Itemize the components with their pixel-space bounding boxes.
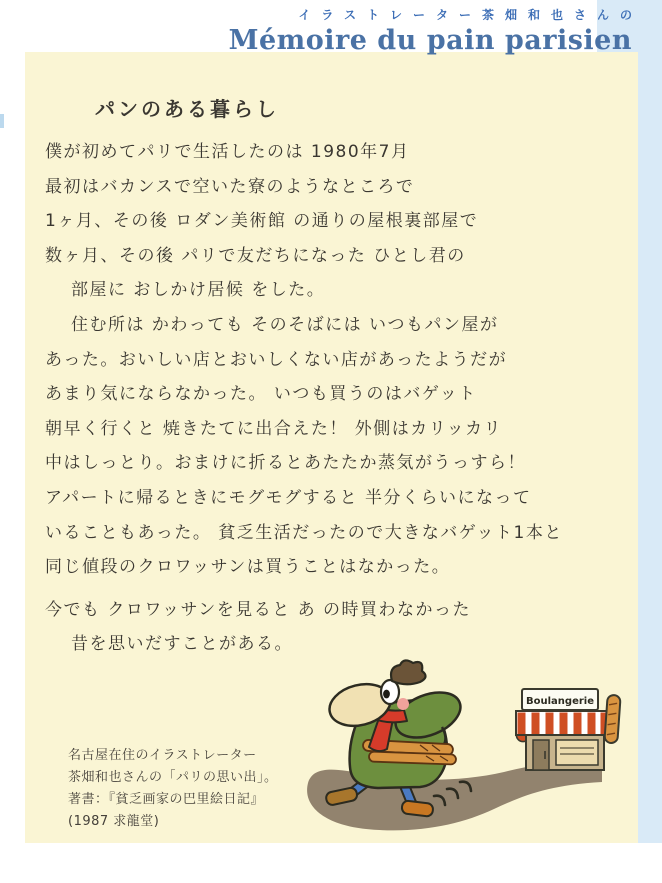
essay-line: 昔を思いだすことがある。 <box>71 634 293 655</box>
hanging-baguette-sign <box>604 695 620 744</box>
caption-line: 名古屋在住のイラストレーター <box>68 748 257 763</box>
essay-line: アパートに帰るときにモグモグすると 半分くらいになって <box>45 487 532 508</box>
essay-line: あった。おいしい店とおいしくない店があったようだが <box>45 349 508 370</box>
shop-sign-label: Boulangerie <box>526 696 594 707</box>
front-shoe <box>401 800 433 817</box>
shop-door <box>533 740 549 770</box>
caption-line: 著書：『貧乏画家の巴里絵日記』 <box>68 792 265 807</box>
page-title: Mémoire du pain parisien <box>228 25 632 56</box>
essay-line: 最初はバカンスで空いた寮のようなところで <box>45 176 415 197</box>
essay-line: 1ヶ月、その後 ロダン美術館 の通りの屋根裏部屋で <box>45 211 479 232</box>
caption-line: 茶畑和也さんの「パリの思い出」。 <box>68 770 278 785</box>
essay-line: 部屋に おしかけ居候 をした。 <box>71 280 326 301</box>
shop-window <box>556 740 598 765</box>
author-caption <box>68 745 278 833</box>
essay-line: 僕が初めてパリで生活したのは 1980年7月 <box>45 142 410 162</box>
essay-line: 今でも クロワッサンを見ると あ の時買わなかった <box>45 599 472 620</box>
essay-line: 住む所は かわっても そのそばには いつもパン屋が <box>71 314 499 335</box>
essay-line: 数ヶ月、その後 パリで友だちになった ひとし君の <box>45 245 466 266</box>
left-edge-mark <box>0 114 4 128</box>
essay-line: 朝早く行くと 焼きたてに出合えた！ 外側はカリッカリ <box>45 418 503 439</box>
bakery-storefront <box>516 689 621 770</box>
essay-line: いることもあった。 貧乏生活だったので大きなバゲット1本と <box>45 522 563 543</box>
essay-title: パンのある暮らし <box>95 97 279 121</box>
page-header <box>228 6 643 56</box>
caption-line: (1987 求龍堂) <box>68 814 160 829</box>
header-kicker: イラストレーター茶畑和也さんの <box>298 8 643 22</box>
essay-line: あまり気にならなかった。 いつも買うのはバゲット <box>45 384 477 405</box>
cheek-blush <box>397 698 409 710</box>
pupil <box>383 690 390 699</box>
essay-line: 同じ値段のクロワッサンは買うことはなかった。 <box>45 557 451 578</box>
essay-body <box>45 135 605 662</box>
walking-man-bakery-illustration <box>300 655 640 840</box>
hat <box>391 660 426 684</box>
essay-line: 中はしっとり。おまけに折るとあたたか蒸気がうっすら！ <box>45 453 526 474</box>
